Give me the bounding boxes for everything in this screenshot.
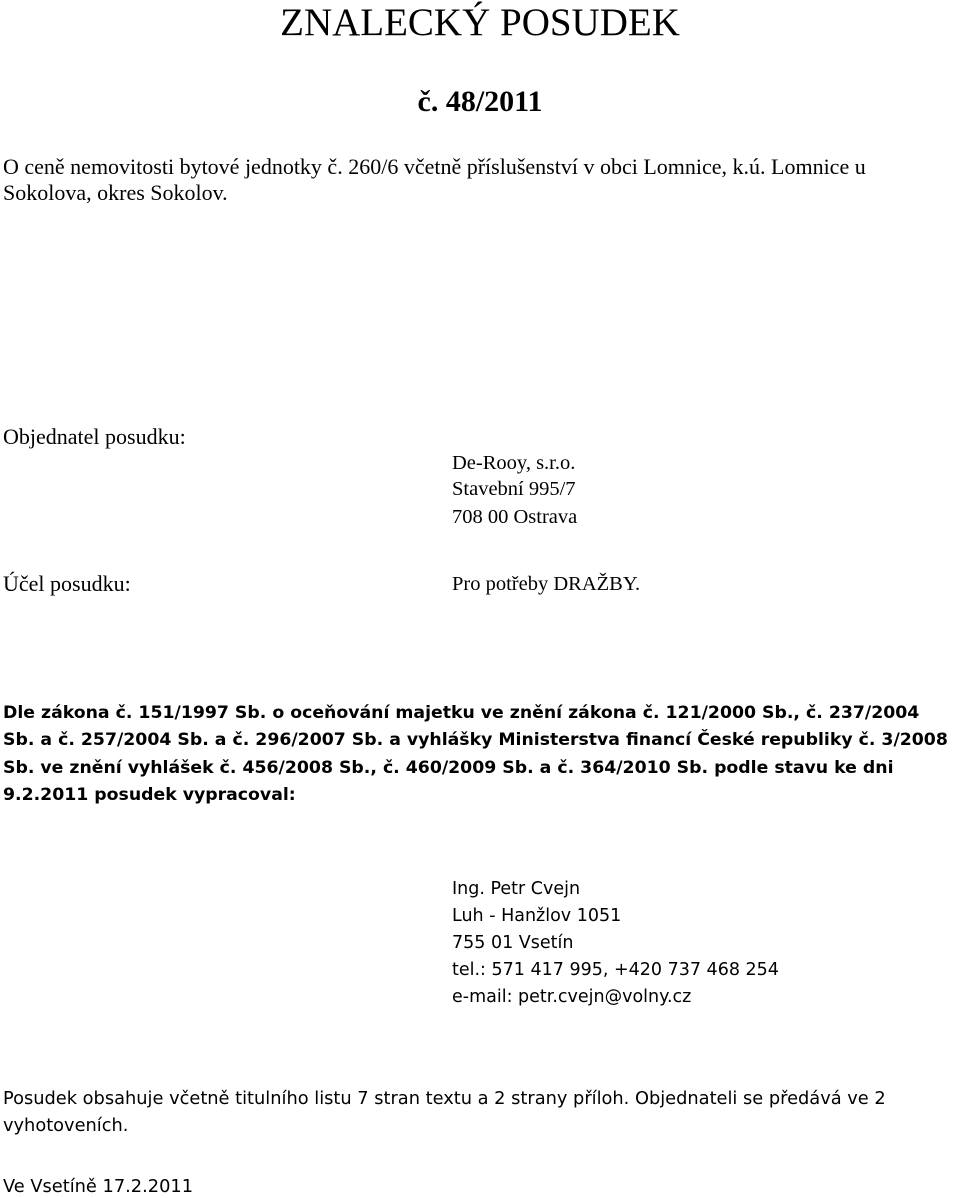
document-title: ZNALECKÝ POSUDEK: [280, 1, 680, 44]
client-name: De-Rooy, s.r.o.: [452, 452, 576, 474]
author-name: Ing. Petr Cvejn: [452, 879, 581, 899]
author-email: e-mail: petr.cvejn@volny.cz: [452, 987, 692, 1007]
author-phone: tel.: 571 417 995, +420 737 468 254: [452, 960, 779, 980]
author-city: 755 01 Vsetín: [452, 933, 574, 953]
footer-note: Posudek obsahuje včetně titulního listu 7 stran textu a 2 strany příloh. Objednateli se předává ve 2 vyhotoveních.: [3, 1088, 886, 1136]
client-label: Objednatel posudku:: [3, 424, 186, 449]
purpose-label: Účel posudku:: [3, 571, 131, 596]
author-street: Luh - Hanžlov 1051: [452, 906, 622, 926]
report-subject: O ceně nemovitosti bytové jednotky č. 260/6 včetně příslušenství v obci Lomnice, k.ú. Lomnice u Sokolova, okres Sokolov.: [3, 154, 866, 205]
client-street: Stavební 995/7: [452, 478, 576, 500]
report-number: č. 48/2011: [417, 85, 543, 118]
place-and-date: Ve Vsetíně 17.2.2011: [3, 1176, 194, 1197]
purpose-value: Pro potřeby DRAŽBY.: [452, 573, 641, 595]
legal-basis-paragraph: Dle zákona č. 151/1997 Sb. o oceňování majetku ve znění zákona č. 121/2000 Sb., č. 237/2004 Sb. a č. 257/2004 Sb. a č. 296/2007 Sb. a vyhlášky Ministerstva financí České republiky č. 3/2008 Sb. ve znění vyhlášek č. 456/2008 Sb., č. 460/2009 Sb. a č. 364/2010 Sb. podle stavu ke dni 9.2.2011 posudek vypracoval:: [3, 703, 948, 806]
client-city: 708 00 Ostrava: [452, 506, 578, 528]
